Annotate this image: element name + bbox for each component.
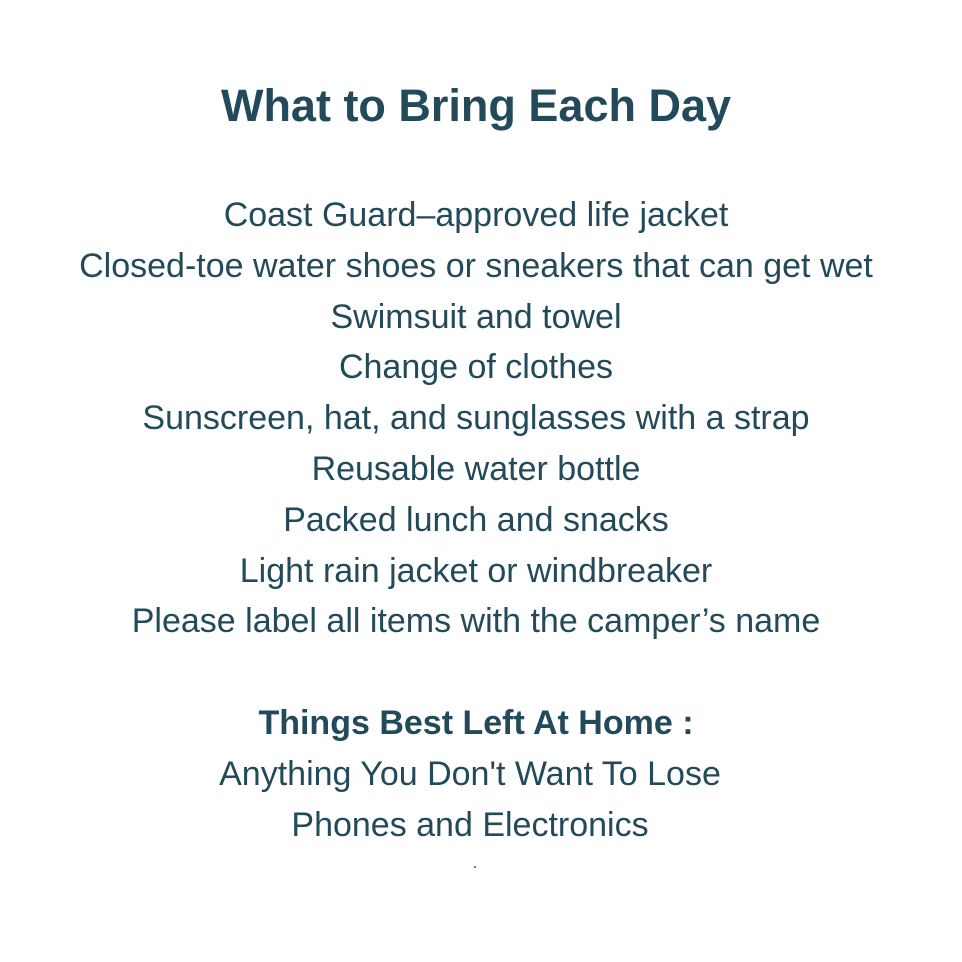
bring-item-swimsuit: Swimsuit and towel	[330, 297, 622, 336]
bring-item-rain-jacket: Light rain jacket or windbreaker	[239, 551, 713, 590]
bring-item-water-bottle: Reusable water bottle	[311, 449, 641, 488]
bring-item-life-jacket: Coast Guard–approved life jacket	[223, 196, 729, 234]
leave-home-list	[0, 749, 940, 851]
bring-item-sunscreen: Sunscreen, hat, and sunglasses with a strap	[142, 399, 810, 438]
leave-home-item-valuables: Anything You Don't Want To Lose	[219, 755, 721, 793]
bring-item-lunch: Packed lunch and snacks	[283, 500, 669, 539]
trailing-dot	[474, 866, 476, 868]
bring-item-water-shoes: Closed-toe water shoes or sneakers that can get wet	[79, 246, 873, 285]
bring-item-change-of-clothes: Change of clothes	[338, 348, 614, 387]
page-title: What to Bring Each Day	[220, 80, 732, 131]
leave-home-heading: Things Best Left At Home :	[258, 704, 694, 742]
bring-list	[0, 190, 952, 647]
leave-home-item-electronics: Phones and Electronics	[291, 806, 649, 844]
bring-item-label-note: Please label all items with the camper’s name	[131, 602, 821, 641]
